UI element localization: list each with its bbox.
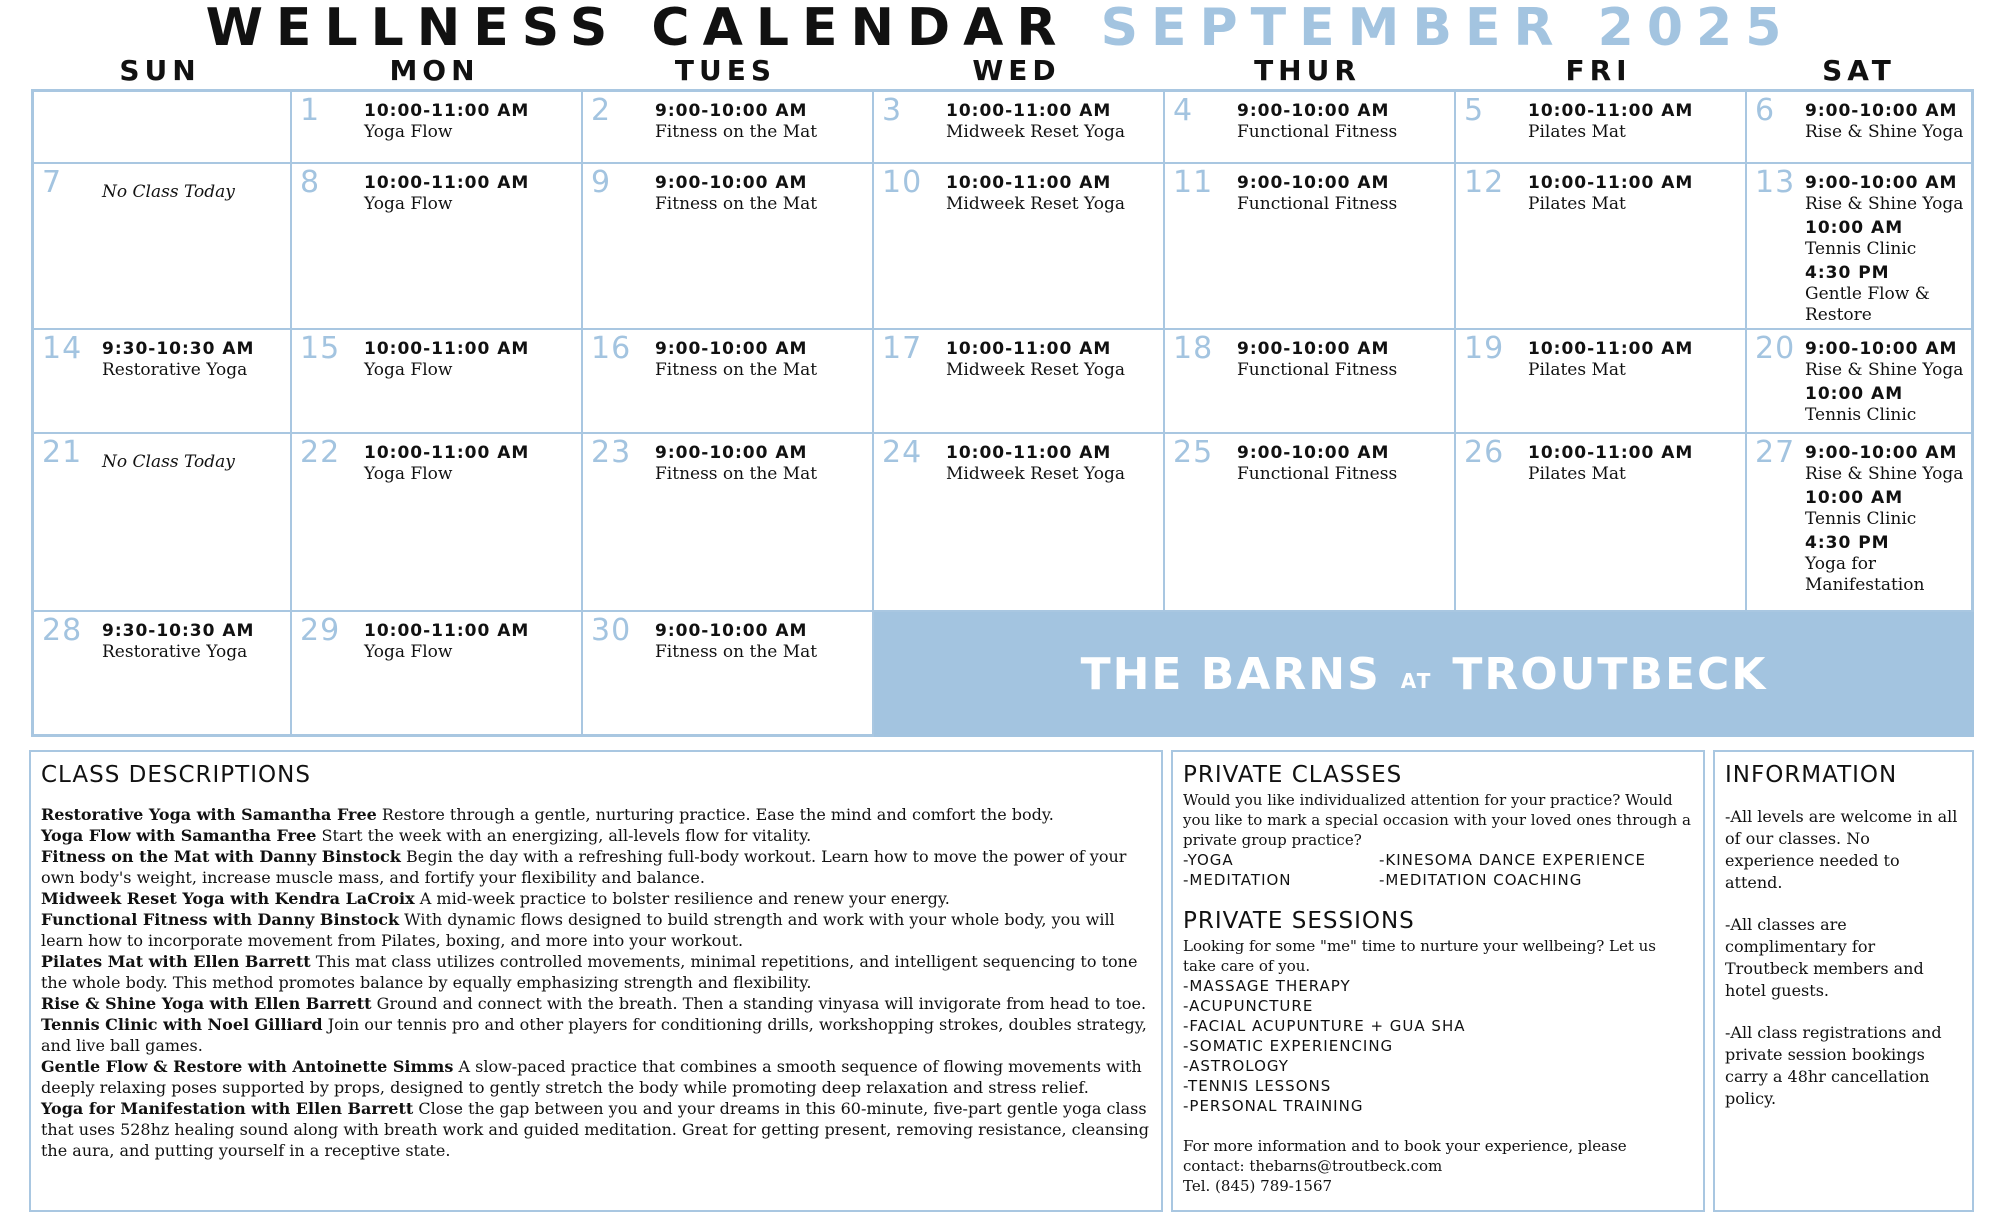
calendar-day-cell bbox=[583, 612, 874, 737]
class-time: 9:00-10:00 AM bbox=[655, 339, 808, 359]
day-number: 20 bbox=[1755, 331, 1796, 366]
day-entries bbox=[1528, 442, 1741, 487]
private-class-item: -MEDITATION bbox=[1183, 871, 1292, 889]
class-name: Midweek Reset Yoga bbox=[946, 194, 1125, 214]
class-descriptions-panel bbox=[29, 750, 1163, 1212]
weekday-thur: THUR bbox=[1254, 54, 1361, 87]
day-number: 6 bbox=[1755, 93, 1776, 128]
day-entries bbox=[1528, 172, 1741, 217]
day-number: 16 bbox=[591, 331, 632, 366]
day-entries bbox=[1528, 100, 1741, 145]
private-panel bbox=[1171, 750, 1705, 1212]
weekday-fri: FRI bbox=[1565, 54, 1632, 87]
calendar-day-cell bbox=[1456, 164, 1747, 330]
class-description-title: Yoga Flow with Samantha Free bbox=[41, 826, 317, 845]
class-time: 10:00-11:00 AM bbox=[364, 443, 530, 463]
class-description bbox=[41, 825, 1151, 846]
class-name: Gentle Flow & Restore bbox=[1805, 284, 1930, 325]
class-description-text: Join our tennis pro and other players for conditioning drills, workshopping strokes, doubles strategy, and live ball games. bbox=[41, 1015, 1147, 1055]
class-time: 9:00-10:00 AM bbox=[1805, 173, 1958, 193]
calendar-day-cell bbox=[1165, 434, 1456, 612]
class-entry bbox=[1237, 338, 1450, 381]
class-time: 4:30 PM bbox=[1805, 533, 1890, 553]
class-time: 9:00-10:00 AM bbox=[1237, 339, 1390, 359]
day-number: 9 bbox=[591, 165, 612, 200]
day-number: 1 bbox=[300, 93, 321, 128]
calendar-day-cell bbox=[874, 164, 1165, 330]
class-time: 10:00-11:00 AM bbox=[364, 101, 530, 121]
class-time: 10:00-11:00 AM bbox=[364, 339, 530, 359]
class-entry bbox=[1237, 100, 1450, 143]
class-description-title: Fitness on the Mat with Danny Binstock bbox=[41, 847, 401, 866]
class-entry bbox=[946, 442, 1159, 485]
day-entries bbox=[102, 442, 286, 473]
class-description bbox=[41, 1056, 1151, 1098]
private-session-item: -SOMATIC EXPERIENCING bbox=[1183, 1037, 1394, 1055]
class-name: Midweek Reset Yoga bbox=[946, 360, 1125, 380]
day-entries bbox=[364, 442, 577, 487]
day-number: 29 bbox=[300, 613, 341, 648]
class-time: 10:00-11:00 AM bbox=[1528, 173, 1694, 193]
calendar-day-cell bbox=[1165, 330, 1456, 434]
day-entries bbox=[946, 100, 1159, 145]
weekday-wed: WED bbox=[972, 54, 1061, 87]
class-name: Rise & Shine Yoga bbox=[1805, 464, 1964, 484]
calendar-day-cell bbox=[874, 434, 1165, 612]
class-time: 9:30-10:30 AM bbox=[102, 621, 255, 641]
day-entries bbox=[655, 620, 868, 665]
private-classes-intro: Would you like individualized attention for your practice? Would you like to mark a special occasion with your loved ones through a private group practice? bbox=[1183, 791, 1691, 849]
class-descriptions-heading: CLASS DESCRIPTIONS bbox=[41, 762, 311, 788]
day-number: 25 bbox=[1173, 435, 1214, 470]
calendar-day-cell bbox=[1456, 92, 1747, 164]
day-entries bbox=[946, 442, 1159, 487]
class-name: Yoga for Manifestation bbox=[1805, 554, 1925, 595]
class-name: Functional Fitness bbox=[1237, 360, 1398, 380]
calendar-day-cell bbox=[292, 330, 583, 434]
information-item: -All class registrations and private session bookings carry a 48hr cancellation policy. bbox=[1725, 1023, 1942, 1108]
weekday-mon: MON bbox=[389, 54, 480, 87]
calendar-day-cell bbox=[34, 612, 292, 737]
calendar-day-cell bbox=[874, 92, 1165, 164]
class-time: 9:00-10:00 AM bbox=[1237, 173, 1390, 193]
day-entries bbox=[655, 172, 868, 217]
private-classes-list bbox=[1183, 850, 1693, 890]
class-description bbox=[41, 951, 1151, 993]
class-time: 9:00-10:00 AM bbox=[1805, 443, 1958, 463]
banner-at: AT bbox=[1400, 668, 1433, 693]
day-number: 12 bbox=[1464, 165, 1505, 200]
class-entry bbox=[946, 338, 1159, 381]
day-entries bbox=[364, 338, 577, 383]
day-entries bbox=[1237, 442, 1450, 487]
class-description bbox=[41, 1098, 1151, 1161]
calendar-day-cell bbox=[1747, 330, 1974, 434]
class-entry bbox=[364, 172, 577, 215]
day-number: 15 bbox=[300, 331, 341, 366]
private-classes-heading: PRIVATE CLASSES bbox=[1183, 762, 1403, 788]
day-entries bbox=[1237, 100, 1450, 145]
private-session-item: -MASSAGE THERAPY bbox=[1183, 977, 1351, 995]
calendar-day-cell bbox=[34, 434, 292, 612]
class-time: 10:00 AM bbox=[1805, 488, 1904, 508]
day-entries bbox=[102, 172, 286, 203]
class-entry bbox=[1805, 172, 1970, 215]
day-entries bbox=[364, 620, 577, 665]
calendar-day-cell bbox=[34, 164, 292, 330]
class-description bbox=[41, 909, 1151, 951]
class-entry bbox=[655, 338, 868, 381]
class-time: 9:00-10:00 AM bbox=[1237, 101, 1390, 121]
day-number: 27 bbox=[1755, 435, 1796, 470]
class-description-title: Functional Fitness with Danny Binstock bbox=[41, 910, 400, 929]
private-sessions-intro: Looking for some "me" time to nurture your wellbeing? Let us take care of you. bbox=[1183, 937, 1656, 975]
calendar-day-cell bbox=[1165, 164, 1456, 330]
day-number: 23 bbox=[591, 435, 632, 470]
class-name: Rise & Shine Yoga bbox=[1805, 360, 1964, 380]
class-name: Functional Fitness bbox=[1237, 194, 1398, 214]
class-description-title: Restorative Yoga with Samantha Free bbox=[41, 805, 377, 824]
title-month: SEPTEMBER 2025 bbox=[1100, 0, 1795, 58]
class-name: Restorative Yoga bbox=[102, 642, 248, 662]
class-time: 9:00-10:00 AM bbox=[655, 101, 808, 121]
class-name: Fitness on the Mat bbox=[655, 642, 818, 662]
class-entry bbox=[1805, 100, 1970, 143]
class-time: 10:00-11:00 AM bbox=[946, 101, 1112, 121]
banner-left: THE BARNS bbox=[1080, 649, 1381, 700]
calendar-day-cell bbox=[583, 92, 874, 164]
troutbeck-banner bbox=[874, 612, 1974, 737]
class-time: 10:00-11:00 AM bbox=[946, 339, 1112, 359]
information-panel bbox=[1713, 750, 1974, 1212]
day-number: 22 bbox=[300, 435, 341, 470]
day-number: 8 bbox=[300, 165, 321, 200]
calendar-day-cell bbox=[874, 330, 1165, 434]
day-entries bbox=[1805, 172, 1970, 328]
contact-phone[interactable]: Tel. (845) 789-1567 bbox=[1183, 1177, 1333, 1195]
day-number: 26 bbox=[1464, 435, 1505, 470]
page-title bbox=[0, 0, 2000, 58]
day-number: 14 bbox=[42, 331, 83, 366]
class-description-text: Close the gap between you and your dreams in this 60-minute, five-part gentle yoga class that uses 528hz healing sound along with breath work and guided meditation. Great for getting present, removing resistance, cleansing the aura, and putting yourself in a receptive state. bbox=[41, 1099, 1149, 1160]
class-entry bbox=[1805, 487, 1970, 530]
weekday-sun: SUN bbox=[119, 54, 201, 87]
day-entries bbox=[1805, 100, 1970, 145]
class-entry bbox=[364, 338, 577, 381]
class-time: 9:00-10:00 AM bbox=[655, 621, 808, 641]
class-time: 9:00-10:00 AM bbox=[1805, 101, 1958, 121]
class-description-text: Start the week with an energizing, all-levels flow for vitality. bbox=[321, 826, 812, 845]
day-entries bbox=[1805, 442, 1970, 598]
class-entry bbox=[1805, 217, 1970, 260]
day-entries bbox=[364, 100, 577, 145]
calendar-day-cell bbox=[1747, 92, 1974, 164]
class-name: Restorative Yoga bbox=[102, 360, 248, 380]
class-entry bbox=[1805, 338, 1970, 381]
class-time: 9:00-10:00 AM bbox=[655, 443, 808, 463]
calendar-day-cell bbox=[1747, 434, 1974, 612]
day-number: 13 bbox=[1755, 165, 1796, 200]
class-description-title: Yoga for Manifestation with Ellen Barrett bbox=[41, 1099, 414, 1118]
information-item: -All classes are complimentary for Troutbeck members and hotel guests. bbox=[1725, 915, 1924, 1000]
day-entries bbox=[1237, 338, 1450, 383]
day-entries bbox=[946, 172, 1159, 217]
day-number: 17 bbox=[882, 331, 923, 366]
class-time: 9:00-10:00 AM bbox=[655, 173, 808, 193]
class-entry bbox=[946, 100, 1159, 143]
class-entry bbox=[1805, 442, 1970, 485]
class-name: Fitness on the Mat bbox=[655, 122, 818, 142]
class-time: 9:00-10:00 AM bbox=[1805, 339, 1958, 359]
calendar-day-cell bbox=[34, 330, 292, 434]
contact-email[interactable]: contact: thebarns@troutbeck.com bbox=[1183, 1157, 1443, 1175]
day-number: 24 bbox=[882, 435, 923, 470]
class-entry bbox=[1528, 442, 1741, 485]
class-entry bbox=[655, 442, 868, 485]
private-class-item: -KINESOMA DANCE EXPERIENCE bbox=[1379, 851, 1646, 869]
private-class-item: -YOGA bbox=[1183, 851, 1234, 869]
class-name: Pilates Mat bbox=[1528, 194, 1626, 214]
calendar-day-cell bbox=[1747, 164, 1974, 330]
class-entry bbox=[655, 172, 868, 215]
class-name: Tennis Clinic bbox=[1805, 405, 1917, 425]
class-time: 10:00-11:00 AM bbox=[364, 621, 530, 641]
class-entry bbox=[364, 442, 577, 485]
class-name: Yoga Flow bbox=[364, 122, 453, 142]
class-time: 10:00-11:00 AM bbox=[946, 443, 1112, 463]
class-time: 4:30 PM bbox=[1805, 263, 1890, 283]
class-name: Rise & Shine Yoga bbox=[1805, 194, 1964, 214]
private-session-item: -PERSONAL TRAINING bbox=[1183, 1097, 1364, 1115]
private-session-item: -ACUPUNCTURE bbox=[1183, 997, 1314, 1015]
calendar-day-cell bbox=[292, 92, 583, 164]
day-number: 21 bbox=[42, 435, 83, 470]
class-description-text: Begin the day with a refreshing full-body workout. Learn how to move the power of your own body's weight, increase muscle mass, and fortify your flexibility and balance. bbox=[41, 847, 1127, 887]
calendar-day-cell bbox=[292, 164, 583, 330]
calendar-day-cell bbox=[1165, 92, 1456, 164]
class-entry bbox=[102, 338, 286, 381]
information-heading: INFORMATION bbox=[1725, 762, 1898, 788]
class-time: 10:00-11:00 AM bbox=[1528, 101, 1694, 121]
class-description-text: This mat class utilizes controlled movements, minimal repetitions, and intelligent sequencing to tone the whole body. This method promotes balance by equally emphasizing strength and flexibility. bbox=[41, 952, 1138, 992]
class-description-title: Midweek Reset Yoga with Kendra LaCroix bbox=[41, 889, 415, 908]
class-time: 10:00 AM bbox=[1805, 218, 1904, 238]
class-description bbox=[41, 804, 1151, 825]
day-entries bbox=[655, 338, 868, 383]
class-entry bbox=[946, 172, 1159, 215]
calendar-day-cell bbox=[34, 92, 292, 164]
day-entries bbox=[364, 172, 577, 217]
day-number: 5 bbox=[1464, 93, 1485, 128]
day-entries bbox=[1237, 172, 1450, 217]
class-name: Yoga Flow bbox=[364, 194, 453, 214]
title-main: WELLNESS CALENDAR bbox=[205, 0, 1070, 58]
class-descriptions-list bbox=[41, 804, 1151, 1161]
class-entry bbox=[364, 620, 577, 663]
calendar-day-cell bbox=[1456, 434, 1747, 612]
information-list bbox=[1725, 806, 1962, 1110]
day-number: 3 bbox=[882, 93, 903, 128]
class-name: Fitness on the Mat bbox=[655, 464, 818, 484]
private-session-item: -FACIAL ACUPUNTURE + GUA SHA bbox=[1183, 1017, 1466, 1035]
class-entry bbox=[655, 620, 868, 663]
class-entry bbox=[1805, 532, 1970, 596]
class-entry bbox=[1528, 100, 1741, 143]
class-description-text: With dynamic flows designed to build strength and work with your whole body, you will learn how to incorporate movement from Pilates, boxing, and more into your workout. bbox=[41, 910, 1115, 950]
day-number: 10 bbox=[882, 165, 923, 200]
class-name: Fitness on the Mat bbox=[655, 194, 818, 214]
class-name: Tennis Clinic bbox=[1805, 239, 1917, 259]
class-name: Pilates Mat bbox=[1528, 360, 1626, 380]
class-description-title: Pilates Mat with Ellen Barrett bbox=[41, 952, 311, 971]
day-entries bbox=[102, 338, 286, 383]
weekday-tues: TUES bbox=[674, 54, 777, 87]
private-session-item: -TENNIS LESSONS bbox=[1183, 1077, 1332, 1095]
class-entry bbox=[1237, 172, 1450, 215]
class-name: Yoga Flow bbox=[364, 642, 453, 662]
calendar-day-cell bbox=[583, 434, 874, 612]
class-name: Pilates Mat bbox=[1528, 122, 1626, 142]
class-description-title: Rise & Shine Yoga with Ellen Barrett bbox=[41, 994, 372, 1013]
class-name: Functional Fitness bbox=[1237, 464, 1398, 484]
day-number: 30 bbox=[591, 613, 632, 648]
calendar-day-cell bbox=[583, 164, 874, 330]
weekday-sat: SAT bbox=[1822, 54, 1896, 87]
class-entry bbox=[102, 620, 286, 663]
calendar-day-cell bbox=[583, 330, 874, 434]
class-description bbox=[41, 1014, 1151, 1056]
contact-intro: For more information and to book your experience, please bbox=[1183, 1137, 1627, 1155]
day-number: 18 bbox=[1173, 331, 1214, 366]
class-description-text: Ground and connect with the breath. Then a standing vinyasa will invigorate from head to toe. bbox=[376, 994, 1147, 1013]
class-name: Functional Fitness bbox=[1237, 122, 1398, 142]
class-time: 10:00-11:00 AM bbox=[946, 173, 1112, 193]
calendar-day-cell bbox=[292, 612, 583, 737]
class-name: Yoga Flow bbox=[364, 464, 453, 484]
calendar-day-cell bbox=[292, 434, 583, 612]
day-number: 4 bbox=[1173, 93, 1194, 128]
class-time: 10:00-11:00 AM bbox=[1528, 443, 1694, 463]
class-time: 9:30-10:30 AM bbox=[102, 339, 255, 359]
day-entries bbox=[655, 442, 868, 487]
class-name: Tennis Clinic bbox=[1805, 509, 1917, 529]
class-time: 10:00-11:00 AM bbox=[1528, 339, 1694, 359]
no-class-note: No Class Today bbox=[102, 452, 235, 472]
class-name: Midweek Reset Yoga bbox=[946, 122, 1125, 142]
class-time: 10:00 AM bbox=[1805, 384, 1904, 404]
no-class-note: No Class Today bbox=[102, 182, 235, 202]
class-name: Pilates Mat bbox=[1528, 464, 1626, 484]
private-sessions-list bbox=[1183, 976, 1693, 1116]
day-entries bbox=[1805, 338, 1970, 428]
class-entry bbox=[1805, 383, 1970, 426]
class-entry bbox=[364, 100, 577, 143]
class-time: 9:00-10:00 AM bbox=[1237, 443, 1390, 463]
day-number: 2 bbox=[591, 93, 612, 128]
private-session-item: -ASTROLOGY bbox=[1183, 1057, 1289, 1075]
calendar-day-cell bbox=[1456, 330, 1747, 434]
private-class-item: -MEDITATION COACHING bbox=[1379, 871, 1583, 889]
class-description bbox=[41, 846, 1151, 888]
class-entry bbox=[1528, 338, 1741, 381]
day-number: 28 bbox=[42, 613, 83, 648]
class-name: Yoga Flow bbox=[364, 360, 453, 380]
class-description-title: Tennis Clinic with Noel Gilliard bbox=[41, 1015, 323, 1034]
class-description-text: Restore through a gentle, nurturing practice. Ease the mind and comfort the body. bbox=[381, 805, 1054, 824]
class-time: 10:00-11:00 AM bbox=[364, 173, 530, 193]
day-number: 7 bbox=[42, 165, 63, 200]
day-entries bbox=[946, 338, 1159, 383]
class-entry bbox=[655, 100, 868, 143]
class-entry bbox=[1805, 262, 1970, 326]
calendar-grid bbox=[31, 89, 1974, 737]
class-name: Rise & Shine Yoga bbox=[1805, 122, 1964, 142]
private-sessions-heading: PRIVATE SESSIONS bbox=[1183, 908, 1415, 934]
day-entries bbox=[102, 620, 286, 665]
class-description-text: A mid-week practice to bolster resilience and renew your energy. bbox=[419, 889, 950, 908]
class-entry bbox=[1237, 442, 1450, 485]
banner-right: TROUTBECK bbox=[1452, 649, 1768, 700]
information-item: -All levels are welcome in all of our classes. No experience needed to attend. bbox=[1725, 807, 1958, 892]
class-description bbox=[41, 888, 1151, 909]
day-entries bbox=[1528, 338, 1741, 383]
class-entry bbox=[1528, 172, 1741, 215]
class-name: Midweek Reset Yoga bbox=[946, 464, 1125, 484]
class-description bbox=[41, 993, 1151, 1014]
day-number: 11 bbox=[1173, 165, 1214, 200]
class-name: Fitness on the Mat bbox=[655, 360, 818, 380]
class-description-text: A slow-paced practice that combines a smooth sequence of flowing movements with deeply relaxing poses supported by props, designed to gently stretch the body while promoting deep relaxation and stress relief. bbox=[41, 1057, 1142, 1097]
day-entries bbox=[655, 100, 868, 145]
class-description-title: Gentle Flow & Restore with Antoinette Simms bbox=[41, 1057, 454, 1076]
day-number: 19 bbox=[1464, 331, 1505, 366]
